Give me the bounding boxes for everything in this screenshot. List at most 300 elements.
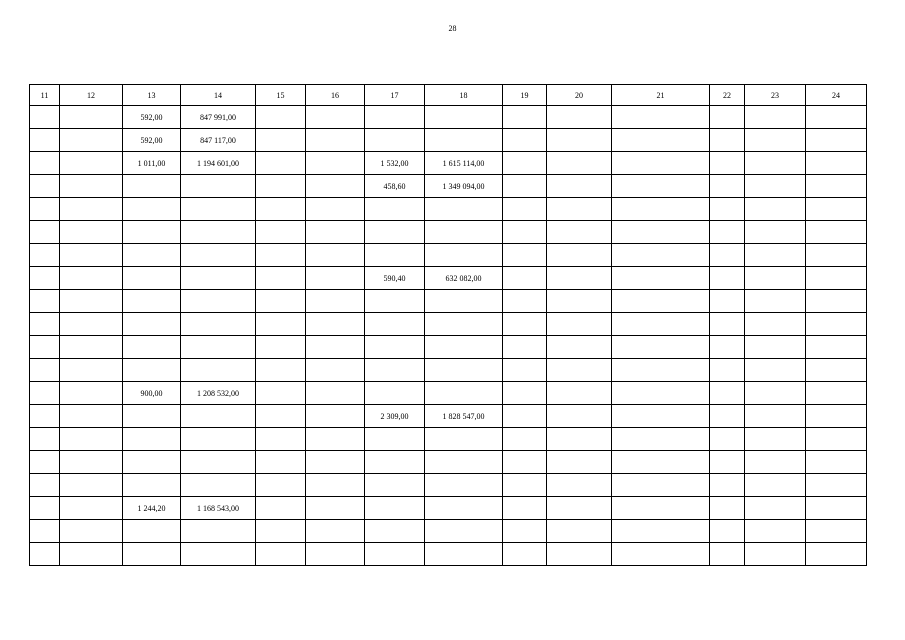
table-cell [181,359,256,382]
table-cell [365,382,425,405]
column-header: 24 [806,85,867,106]
table-row [30,405,867,428]
table-cell: 1 244,20 [123,497,181,520]
table-cell: 900,00 [123,382,181,405]
table-cell [256,520,306,543]
table-cell [425,474,503,497]
table-cell [181,313,256,336]
table-cell [123,520,181,543]
table-cell [425,129,503,152]
table-cell [30,313,60,336]
table-cell [547,428,612,451]
table-cell: 1 011,00 [123,152,181,175]
table-row [30,290,867,313]
table-cell [612,543,710,566]
table-cell: 1 194 601,00 [181,152,256,175]
table-cell [745,428,806,451]
table-cell [306,152,365,175]
table-cell [806,405,867,428]
table-cell [425,313,503,336]
table-cell [60,221,123,244]
table-cell [30,474,60,497]
table-cell [256,474,306,497]
table-cell [503,313,547,336]
table-row [30,497,867,520]
table-cell [181,175,256,198]
table-row [30,152,867,175]
table-cell [306,336,365,359]
table-cell [710,313,745,336]
table-cell: 592,00 [123,106,181,129]
table-cell [306,382,365,405]
table-cell [612,106,710,129]
table-cell [30,267,60,290]
table-cell [256,451,306,474]
table-cell [612,336,710,359]
table-cell [425,382,503,405]
table-cell [256,382,306,405]
table-cell [806,451,867,474]
table-row [30,313,867,336]
table-cell: 632 082,00 [425,267,503,290]
table-body [30,106,867,566]
table-cell [503,451,547,474]
table-cell [60,313,123,336]
table-cell [123,451,181,474]
table-cell [547,106,612,129]
table-cell [745,405,806,428]
table-cell [181,520,256,543]
column-header: 23 [745,85,806,106]
table-cell [256,198,306,221]
table-cell [612,359,710,382]
table-cell [612,244,710,267]
page-number: 28 [448,24,457,33]
table-cell [306,313,365,336]
table-cell: 458,60 [365,175,425,198]
table-cell [745,221,806,244]
table-cell [503,244,547,267]
table-cell [60,405,123,428]
table-cell [710,290,745,313]
table-row [30,359,867,382]
table-cell [256,244,306,267]
table-cell [425,359,503,382]
table-cell [256,336,306,359]
table-cell [60,198,123,221]
table-cell [547,382,612,405]
table-cell [306,359,365,382]
table-cell [547,267,612,290]
column-header: 16 [306,85,365,106]
table-cell [306,129,365,152]
table-cell [503,543,547,566]
table-cell [60,428,123,451]
table-cell [30,520,60,543]
table-cell [30,543,60,566]
table-cell [365,129,425,152]
table-cell [710,129,745,152]
table-cell [503,497,547,520]
table-cell [60,497,123,520]
table-cell [547,336,612,359]
table-cell [806,152,867,175]
table-row [30,175,867,198]
table-cell [745,382,806,405]
table-cell: 592,00 [123,129,181,152]
table-cell [503,520,547,543]
table-cell [806,428,867,451]
table-cell [181,244,256,267]
table-cell [123,175,181,198]
table-cell [181,474,256,497]
table-cell [30,152,60,175]
table-cell [710,221,745,244]
table-cell [60,290,123,313]
table-cell [612,290,710,313]
table-cell [806,336,867,359]
table-cell [123,221,181,244]
table-cell [365,290,425,313]
table-cell [30,497,60,520]
table-cell [806,267,867,290]
table-cell [256,543,306,566]
table-cell [547,221,612,244]
table-cell [503,336,547,359]
table-cell [425,290,503,313]
table-cell [60,336,123,359]
table-cell [503,267,547,290]
table-cell [806,313,867,336]
table-cell [745,244,806,267]
table-cell [806,543,867,566]
table-cell [365,244,425,267]
table-cell [710,451,745,474]
table-cell [365,520,425,543]
table-cell [30,336,60,359]
table-cell [612,474,710,497]
table-cell [30,198,60,221]
table-cell [181,405,256,428]
table-cell [745,175,806,198]
table-cell [547,152,612,175]
table-cell [123,198,181,221]
table-cell [306,451,365,474]
table-cell [710,543,745,566]
table-cell [181,198,256,221]
table-cell [710,198,745,221]
table-cell [612,221,710,244]
table-cell [710,336,745,359]
column-header: 11 [30,85,60,106]
table-cell [710,267,745,290]
table-cell [256,106,306,129]
table-cell [256,359,306,382]
table-cell [503,106,547,129]
table-cell [710,474,745,497]
table-cell [256,175,306,198]
table-row [30,267,867,290]
table-cell [256,129,306,152]
column-header: 20 [547,85,612,106]
table-cell [365,221,425,244]
table-cell [612,198,710,221]
table-cell [745,290,806,313]
table-cell [806,129,867,152]
table-cell [30,129,60,152]
table-cell [806,497,867,520]
table-cell [612,520,710,543]
table-cell [306,267,365,290]
table-cell [547,198,612,221]
table-cell [30,451,60,474]
table-cell [745,451,806,474]
table-cell [547,497,612,520]
table-cell [710,244,745,267]
table-cell [256,221,306,244]
table-cell [503,152,547,175]
table-cell [60,244,123,267]
table-cell [256,313,306,336]
table-cell [256,267,306,290]
table-cell [503,474,547,497]
table-cell [547,313,612,336]
table-cell: 1 828 547,00 [425,405,503,428]
table-cell [710,359,745,382]
table-cell [306,221,365,244]
table-cell [745,543,806,566]
table-cell [123,474,181,497]
table-row [30,451,867,474]
table-cell [365,359,425,382]
table-row [30,543,867,566]
table-cell: 590,40 [365,267,425,290]
table-cell [60,359,123,382]
table-cell [123,267,181,290]
table-cell [806,474,867,497]
table-cell [806,198,867,221]
table-cell [503,359,547,382]
table-cell [547,543,612,566]
table-cell [256,290,306,313]
table-cell [745,520,806,543]
table-cell [306,497,365,520]
table-cell [425,336,503,359]
table-cell [30,359,60,382]
table-cell [365,474,425,497]
table-cell: 1 208 532,00 [181,382,256,405]
table-cell [181,428,256,451]
table-cell [745,129,806,152]
column-header: 21 [612,85,710,106]
table-cell [306,520,365,543]
table-cell [547,359,612,382]
table-cell [425,497,503,520]
table-cell [745,313,806,336]
table-cell [745,267,806,290]
table-cell: 847 117,00 [181,129,256,152]
table-cell: 847 991,00 [181,106,256,129]
table-row [30,474,867,497]
table-cell [745,336,806,359]
table-cell [612,313,710,336]
table-cell [710,497,745,520]
table-cell [806,221,867,244]
table-cell [547,474,612,497]
column-header: 13 [123,85,181,106]
table-cell [710,405,745,428]
table-cell [547,129,612,152]
table-cell [306,405,365,428]
table-cell [503,382,547,405]
table-cell [710,382,745,405]
table-cell [612,497,710,520]
table-cell [181,267,256,290]
table-cell [256,405,306,428]
table-cell [123,244,181,267]
table-cell [503,221,547,244]
table-cell [60,474,123,497]
table-cell [365,451,425,474]
column-header: 15 [256,85,306,106]
table-row [30,198,867,221]
table-cell [60,106,123,129]
table-cell [181,221,256,244]
table-cell [60,175,123,198]
table-cell [306,244,365,267]
column-header: 17 [365,85,425,106]
table-cell [60,543,123,566]
table-cell [612,405,710,428]
table-cell [123,428,181,451]
table-cell [612,451,710,474]
table-cell [60,267,123,290]
table-cell [503,129,547,152]
table-cell [745,497,806,520]
table-cell [612,382,710,405]
table-cell [745,106,806,129]
table-cell [806,244,867,267]
table-cell [710,106,745,129]
table-cell [306,474,365,497]
table-row [30,336,867,359]
table-cell [806,175,867,198]
table-cell: 1 615 114,00 [425,152,503,175]
table-cell [425,106,503,129]
table-cell [806,382,867,405]
table-cell: 2 309,00 [365,405,425,428]
table-cell [30,428,60,451]
table-cell [503,405,547,428]
column-header: 19 [503,85,547,106]
table-cell [710,520,745,543]
table-cell [425,451,503,474]
table-cell [123,313,181,336]
table-cell [256,497,306,520]
table-cell [30,244,60,267]
table-cell [745,474,806,497]
table-cell [425,221,503,244]
table-cell [256,152,306,175]
table-cell [306,543,365,566]
table-cell [123,336,181,359]
table-cell [365,106,425,129]
table-cell [60,520,123,543]
table-cell [181,290,256,313]
table-cell [181,336,256,359]
table-cell [503,198,547,221]
table-cell [60,382,123,405]
table-cell [123,543,181,566]
table-cell [181,543,256,566]
table-cell [806,106,867,129]
table-cell [710,152,745,175]
table-cell [30,221,60,244]
table-cell [60,129,123,152]
column-header: 12 [60,85,123,106]
ledger-table [29,84,867,566]
table-cell [365,198,425,221]
table-cell [365,428,425,451]
table-cell [547,451,612,474]
table-cell [306,106,365,129]
table-cell [123,290,181,313]
table-cell [256,428,306,451]
table-cell [306,290,365,313]
table-cell [181,451,256,474]
table-cell [806,359,867,382]
table-cell [745,198,806,221]
table-cell [612,129,710,152]
table-row [30,106,867,129]
table-cell: 1 168 543,00 [181,497,256,520]
column-header: 14 [181,85,256,106]
table-cell [612,267,710,290]
table-cell [503,428,547,451]
table-cell [710,428,745,451]
table-cell [60,451,123,474]
table-cell [710,175,745,198]
table-cell: 1 532,00 [365,152,425,175]
table-cell [806,290,867,313]
table-cell [612,428,710,451]
column-header: 18 [425,85,503,106]
table-row [30,244,867,267]
table-cell [745,152,806,175]
table-cell [425,520,503,543]
table-cell [745,359,806,382]
table-cell [306,175,365,198]
header-row [30,85,867,106]
table-row [30,428,867,451]
table-cell [123,405,181,428]
table-cell [425,244,503,267]
table-cell [123,359,181,382]
table-cell [547,290,612,313]
table-cell [30,175,60,198]
table-cell: 1 349 094,00 [425,175,503,198]
table-row [30,382,867,405]
table-cell [547,520,612,543]
table-cell [547,244,612,267]
table-cell [547,405,612,428]
table-cell [425,428,503,451]
table-cell [30,382,60,405]
table-cell [612,175,710,198]
table-cell [806,520,867,543]
table-row [30,520,867,543]
table-cell [503,175,547,198]
